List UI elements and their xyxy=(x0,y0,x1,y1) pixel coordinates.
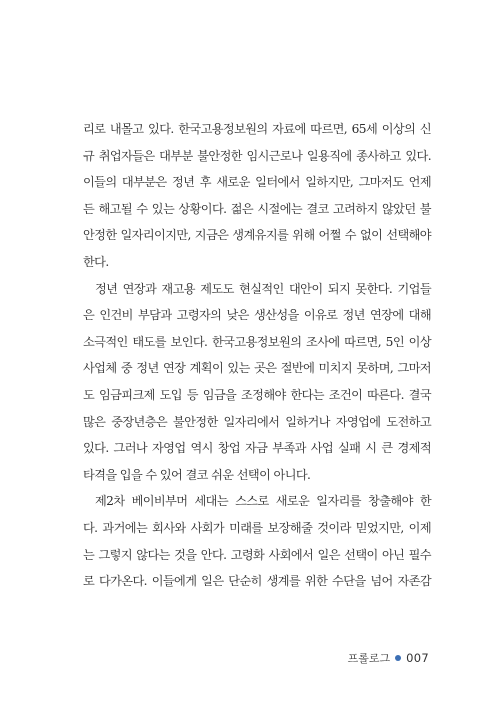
body-text xyxy=(83,116,431,595)
text-line: 사업체 중 정년 연장 계획이 있는 곳은 절반에 미치지 못하며, 그마저 xyxy=(83,361,431,376)
text-line: 든 해고될 수 있는 상황이다. 젊은 시절에는 결코 고려하지 않았던 불 xyxy=(83,201,431,216)
text-line: 있다. 그러나 자영업 역시 창업 자금 부족과 사업 실패 시 큰 경제적 xyxy=(83,441,431,456)
text-line: 다. 과거에는 회사와 사회가 미래를 보장해줄 것이라 믿었지만, 이제 xyxy=(83,520,431,535)
text-line: 로 다가온다. 이들에게 일은 단순히 생계를 위한 수단을 넘어 자존감 xyxy=(83,574,431,589)
text-line: 리로 내몰고 있다. 한국고용정보원의 자료에 따르면, 65세 이상의 신 xyxy=(83,122,431,136)
text-line: 한다. xyxy=(83,254,109,269)
text-line: 제2차 베이비부머 세대는 스스로 새로운 일자리를 창출해야 한 xyxy=(95,494,431,509)
section-label: 프롤로그 xyxy=(347,652,391,665)
paragraph xyxy=(83,116,431,276)
paragraph xyxy=(83,488,431,594)
page-footer xyxy=(348,650,429,666)
text-line: 이들의 대부분은 정년 후 새로운 일터에서 일하지만, 그마저도 언제 xyxy=(83,175,431,190)
text-line: 도 임금피크제 도입 등 임금을 조정해야 한다는 조건이 따른다. 결국 xyxy=(83,387,431,402)
text-line: 은 인건비 부담과 고령자의 낮은 생산성을 이유로 정년 연장에 대해 xyxy=(83,308,431,323)
text-line: 많은 중장년층은 불안정한 일자리에서 일하거나 자영업에 도전하고 xyxy=(83,414,431,429)
text-line: 규 취업자들은 대부분 불안정한 임시근로나 일용직에 종사하고 있다. xyxy=(83,148,431,163)
paragraph xyxy=(83,276,431,489)
page-number: 007 xyxy=(406,651,429,665)
text-line: 안정한 일자리이지만, 지금은 생계유지를 위해 어쩔 수 없이 선택해야 xyxy=(83,228,431,243)
text-line: 는 그렇지 않다는 것을 안다. 고령화 사회에서 일은 선택이 아닌 필수 xyxy=(83,547,431,562)
text-line: 소극적인 태도를 보인다. 한국고용정보원의 조사에 따르면, 5인 이상 xyxy=(83,334,431,349)
text-line: 정년 연장과 재고용 제도도 현실적인 대안이 되지 못한다. 기업들 xyxy=(95,281,431,296)
bullet-dot-icon xyxy=(395,655,401,661)
text-line: 타격을 입을 수 있어 결코 쉬운 선택이 아니다. xyxy=(83,467,311,482)
